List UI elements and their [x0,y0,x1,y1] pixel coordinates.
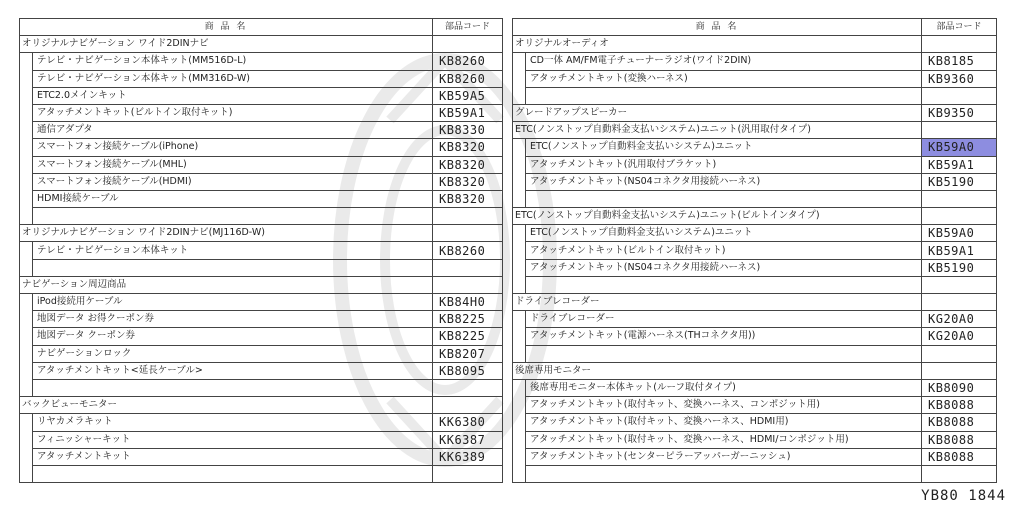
right-parts-table [512,18,997,483]
indent-cell [513,397,526,414]
part-code [922,190,997,207]
category-name: 後席専用モニター [513,362,922,379]
table-row [20,448,503,465]
table-row [20,431,503,448]
indent-cell [513,70,526,87]
category-row [513,208,997,225]
item-name: リヤカメラキット [33,414,433,431]
item-name [526,465,922,482]
item-name [33,465,433,482]
table-row [513,345,997,362]
item-name [526,87,922,104]
table-row [513,311,997,328]
part-code: KB8185 [922,53,997,70]
part-code [433,259,503,276]
part-code [922,276,997,293]
item-name: テレビ・ナビゲーション本体キット [33,242,433,259]
indent-cell [513,173,526,190]
item-name: ETC2.0メインキット [33,87,433,104]
indent-cell [20,448,33,465]
category-row [20,397,503,414]
part-code: KB5190 [922,173,997,190]
item-name: アタッチメントキット(汎用取付ブラケット) [526,156,922,173]
item-name: テレビ・ナビゲーション本体キット(MM316D-W) [33,70,433,87]
item-name [526,345,922,362]
category-name: ETC(ノンストップ自動料金支払いシステム)ユニット(汎用取付タイプ) [513,122,922,139]
item-name: スマートフォン接続ケーブル(HDMI) [33,173,433,190]
category-row [513,362,997,379]
category-row [513,104,997,121]
table-row [20,208,503,225]
header-name: 商 品 名 [20,19,433,36]
item-name: アタッチメントキット(NS04コネクタ用接続ハーネス) [526,173,922,190]
item-name: アタッチメントキット(ビルトイン取付キット) [526,242,922,259]
item-name: アタッチメントキット(電源ハーネス(THコネクタ用)) [526,328,922,345]
table-row [513,448,997,465]
part-code: KB8088 [922,448,997,465]
indent-cell [20,345,33,362]
part-code: KK6389 [433,448,503,465]
part-code: KB59A1 [922,156,997,173]
indent-cell [20,311,33,328]
part-code: KB8320 [433,173,503,190]
table-row [513,465,997,482]
part-code [922,294,997,311]
table-row [20,87,503,104]
table-row [513,190,997,207]
indent-cell [20,190,33,207]
indent-cell [20,104,33,121]
part-code [433,208,503,225]
indent-cell [513,139,526,156]
part-code: KB8320 [433,190,503,207]
table-row [20,53,503,70]
item-name: アタッチメントキット(取付キット、変換ハーネス、HDMI用) [526,414,922,431]
indent-cell [20,379,33,396]
item-name [33,208,433,225]
part-code [922,465,997,482]
category-name: ナビゲーション周辺商品 [20,276,433,293]
indent-cell [20,87,33,104]
item-name: フィニッシャーキット [33,431,433,448]
part-code: KB8225 [433,328,503,345]
table-header [20,19,503,36]
table-row [513,328,997,345]
table-row [513,87,997,104]
indent-cell [513,87,526,104]
table-row [20,190,503,207]
part-code: KB59A0 [922,225,997,242]
item-name: アタッチメントキット(変換ハーネス) [526,70,922,87]
indent-cell [20,122,33,139]
indent-cell [20,139,33,156]
table-row [20,294,503,311]
part-code [433,276,503,293]
item-name: アタッチメントキット(ビルトイン取付キット) [33,104,433,121]
item-name: アタッチメントキット [33,448,433,465]
part-code: KB8330 [433,122,503,139]
item-name: スマートフォン接続ケーブル(iPhone) [33,139,433,156]
part-code: KB5190 [922,259,997,276]
table-row [20,70,503,87]
table-row [513,414,997,431]
item-name: ETC(ノンストップ自動料金支払いシステム)ユニット [526,139,922,156]
part-code: KB59A1 [922,242,997,259]
part-code [922,362,997,379]
indent-cell [20,414,33,431]
category-name: グレードアップスピーカー [513,104,922,121]
category-name: オリジナルナビゲーション ワイド2DINナビ(MJ116D-W) [20,225,433,242]
table-row [513,173,997,190]
table-row [20,311,503,328]
table-row [513,139,997,156]
category-row [513,122,997,139]
indent-cell [20,328,33,345]
item-name: アタッチメントキット(取付キット、変換ハーネス、コンポジット用) [526,397,922,414]
indent-cell [20,431,33,448]
part-code: KB8095 [433,362,503,379]
table-row [20,173,503,190]
item-name: ETC(ノンストップ自動料金支払いシステム)ユニット [526,225,922,242]
indent-cell [513,328,526,345]
part-code: KB8090 [922,379,997,396]
part-code: KB59A5 [433,87,503,104]
part-code: KB8320 [433,139,503,156]
part-code: KG20A0 [922,311,997,328]
part-code: KB8088 [922,431,997,448]
selected-part-code: KB59A0 [922,139,997,156]
part-code: KB8320 [433,156,503,173]
indent-cell [513,448,526,465]
left-parts-table [19,18,503,483]
indent-cell [513,225,526,242]
item-name: iPod接続用ケーブル [33,294,433,311]
category-name: バックビューモニター [20,397,433,414]
item-name: HDMI接続ケーブル [33,190,433,207]
indent-cell [513,311,526,328]
table-row [20,259,503,276]
part-code: KB84H0 [433,294,503,311]
part-code [922,345,997,362]
category-name: オリジナルナビゲーション ワイド2DINナビ [20,36,433,53]
indent-cell [20,156,33,173]
header-name: 商 品 名 [513,19,922,36]
part-code: KB8225 [433,311,503,328]
indent-cell [513,414,526,431]
table-row [513,225,997,242]
indent-cell [513,431,526,448]
table-row [513,156,997,173]
category-row [513,294,997,311]
item-name: アタッチメントキット(取付キット、変換ハーネス、HDMI/コンポジット用) [526,431,922,448]
part-code [922,122,997,139]
part-code: KB9350 [922,104,997,121]
table-row [513,53,997,70]
part-code: KG20A0 [922,328,997,345]
item-name: アタッチメントキット(センターピラーアッパーガーニッシュ) [526,448,922,465]
table-row [20,414,503,431]
indent-cell [20,294,33,311]
table-row [20,104,503,121]
indent-cell [20,259,33,276]
category-name: ETC(ノンストップ自動料金支払いシステム)ユニット(ビルトインタイプ) [513,208,922,225]
part-code [433,397,503,414]
indent-cell [20,173,33,190]
table-row [513,276,997,293]
category-name: オリジナルオーディオ [513,36,922,53]
indent-cell [20,53,33,70]
table-row [513,431,997,448]
indent-cell [513,345,526,362]
item-name: 後席専用モニター本体キット(ルーフ取付タイプ) [526,379,922,396]
part-code: KB8088 [922,414,997,431]
part-code: KK6387 [433,431,503,448]
category-name: ドライブレコーダー [513,294,922,311]
table-row [513,70,997,87]
table-row [20,328,503,345]
part-code [433,465,503,482]
part-code [433,379,503,396]
part-code [922,36,997,53]
table-row [20,379,503,396]
table-row [20,242,503,259]
indent-cell [513,379,526,396]
item-name [33,259,433,276]
part-code: KB8260 [433,53,503,70]
item-name: CD一体 AM/FM電子チューナーラジオ(ワイド2DIN) [526,53,922,70]
table-row [513,259,997,276]
indent-cell [20,362,33,379]
item-name: ドライブレコーダー [526,311,922,328]
item-name: ナビゲーションロック [33,345,433,362]
item-name: アタッチメントキット<延長ケーブル> [33,362,433,379]
table-row [513,242,997,259]
table-row [513,397,997,414]
indent-cell [513,259,526,276]
table-row [513,379,997,396]
item-name [526,190,922,207]
category-row [20,276,503,293]
indent-cell [20,70,33,87]
document-number: YB80 1844 [921,488,1006,504]
indent-cell [513,53,526,70]
table-row [20,122,503,139]
header-code: 部品コード [922,19,997,36]
category-row [20,225,503,242]
indent-cell [20,242,33,259]
indent-cell [20,208,33,225]
indent-cell [513,156,526,173]
indent-cell [20,465,33,482]
header-code: 部品コード [433,19,503,36]
item-name: 通信アダプタ [33,122,433,139]
table-row [20,156,503,173]
item-name: アタッチメントキット(NS04コネクタ用接続ハーネス) [526,259,922,276]
indent-cell [513,276,526,293]
part-code: KB59A1 [433,104,503,121]
table-row [20,465,503,482]
item-name: スマートフォン接続ケーブル(MHL) [33,156,433,173]
category-row [20,36,503,53]
part-code [922,208,997,225]
indent-cell [513,190,526,207]
category-row [513,36,997,53]
table-header [513,19,997,36]
part-code: KB8207 [433,345,503,362]
item-name: 地図データ クーポン券 [33,328,433,345]
part-code: KB8088 [922,397,997,414]
item-name [33,379,433,396]
item-name: 地図データ お得クーポン券 [33,311,433,328]
part-code [922,87,997,104]
item-name: テレビ・ナビゲーション本体キット(MM516D-L) [33,53,433,70]
part-code: KB9360 [922,70,997,87]
indent-cell [513,465,526,482]
table-row [20,362,503,379]
table-row [20,139,503,156]
part-code: KK6380 [433,414,503,431]
indent-cell [513,242,526,259]
part-code [433,36,503,53]
part-code: KB8260 [433,242,503,259]
table-row [20,345,503,362]
item-name [526,276,922,293]
part-code [433,225,503,242]
part-code: KB8260 [433,70,503,87]
